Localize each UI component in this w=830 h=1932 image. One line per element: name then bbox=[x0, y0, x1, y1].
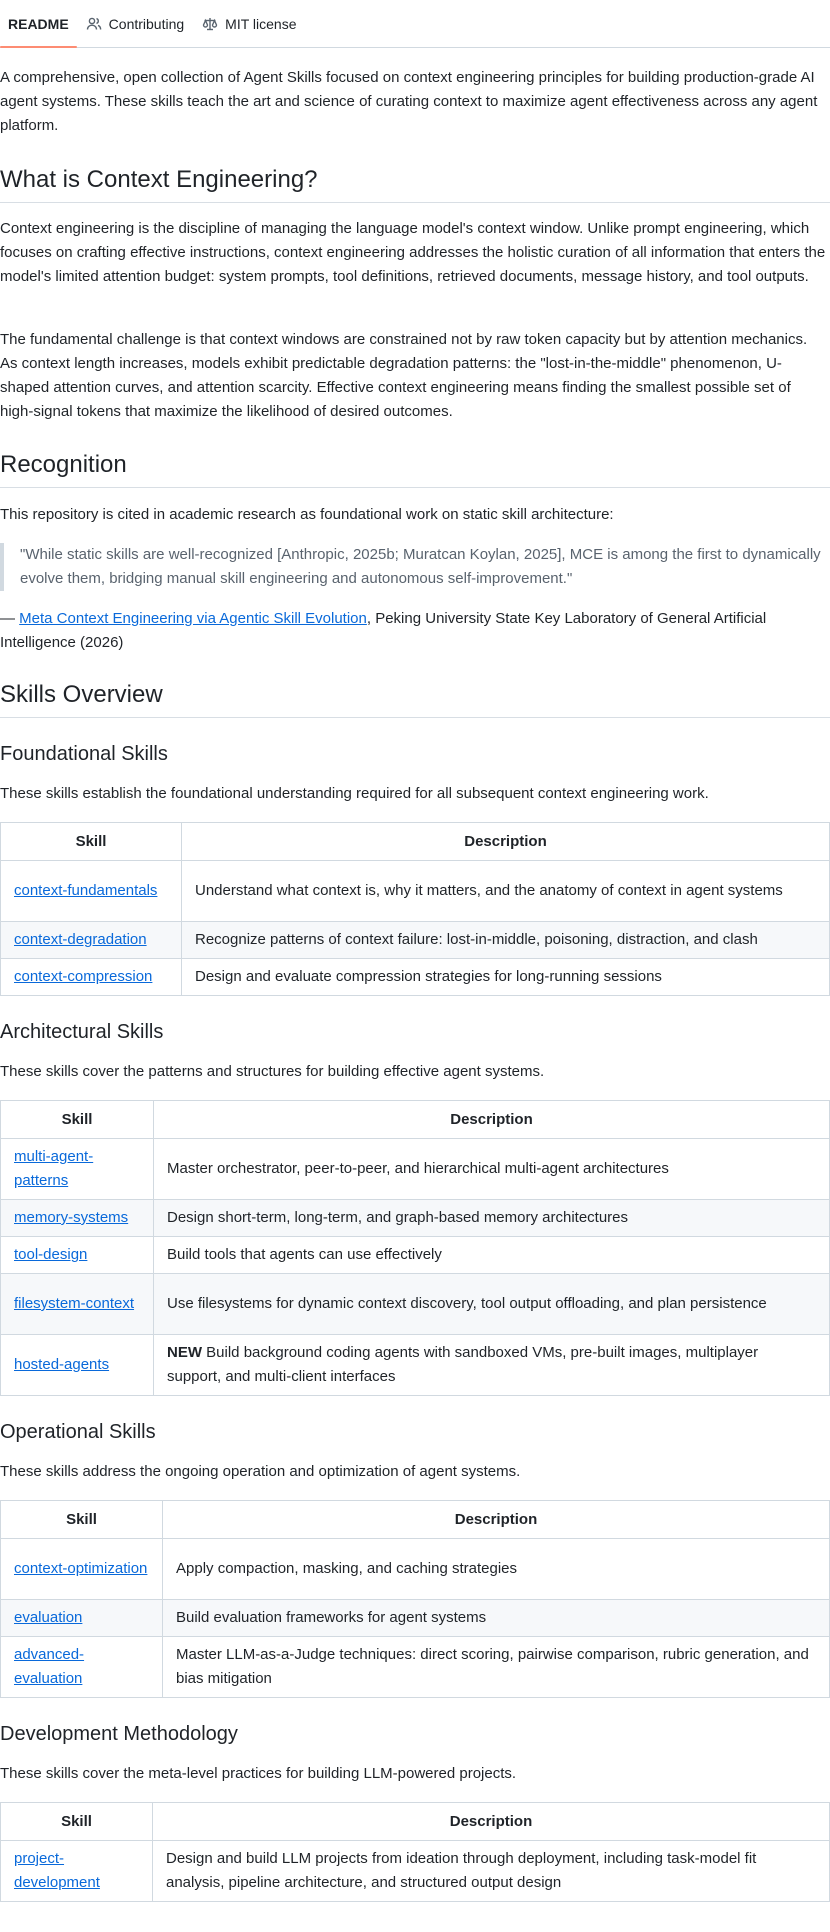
tab-license-label: MIT license bbox=[225, 15, 297, 32]
heading-development: Development Methodology bbox=[0, 1723, 238, 1745]
skill-description: Master LLM-as-a-Judge techniques: direct scoring, pairwise comparison, rubric generation, and bias mitigation bbox=[163, 1637, 830, 1698]
table-row bbox=[1, 922, 830, 959]
what-is-paragraph-1: Context engineering is the discipline of managing the language model's context window. Unlike prompt engineering, which focuses on crafting effective instructions, context engineering addresses the holistic curation of all information that enters the model's limited attention budget: system prompts, tool definitions, retrieved documents, message history, and tool outputs. bbox=[0, 220, 826, 285]
skill-description bbox=[154, 1335, 830, 1396]
law-icon bbox=[202, 16, 218, 32]
skill-link[interactable]: memory-systems bbox=[14, 1209, 129, 1226]
tab-contributing-label: Contributing bbox=[108, 15, 185, 32]
skill-link[interactable]: evaluation bbox=[14, 1609, 83, 1626]
development-intro: These skills cover the meta-level practices for building LLM-powered projects. bbox=[0, 1765, 517, 1782]
col-header-description: Description bbox=[163, 1501, 830, 1539]
skill-link[interactable]: project-development bbox=[14, 1850, 100, 1891]
heading-operational: Operational Skills bbox=[0, 1421, 156, 1443]
operational-table bbox=[0, 1500, 830, 1698]
tab-readme-label: README bbox=[8, 15, 69, 32]
skill-link[interactable]: context-optimization bbox=[14, 1560, 148, 1577]
skill-link[interactable]: context-degradation bbox=[14, 931, 147, 948]
what-is-paragraph-2: The fundamental challenge is that context windows are constrained not by raw token capacity but by attention mechanics. As context length increases, models exhibit predictable degradation patterns: the "lost-in-the-middle" phenomenon, U-shaped attention curves, and attention scarcity. Effective context engineering means finding the smallest possible set of high-signal tokens that maximize the likelihood of desired outcomes. bbox=[0, 331, 808, 420]
heading-recognition: Recognition bbox=[0, 449, 830, 488]
operational-intro: These skills address the ongoing operation and optimization of agent systems. bbox=[0, 1463, 521, 1480]
readme-tabbar bbox=[0, 0, 830, 48]
skill-description-text: Build background coding agents with sandboxed VMs, pre-built images, multiplayer support, and multi-client interfaces bbox=[167, 1344, 759, 1385]
tab-contributing[interactable] bbox=[77, 0, 194, 47]
table-row bbox=[1, 1237, 830, 1274]
skill-description: Build tools that agents can use effectively bbox=[154, 1237, 830, 1274]
recognition-paragraph: This repository is cited in academic research as foundational work on static skill architecture: bbox=[0, 506, 614, 523]
skill-link[interactable]: advanced-evaluation bbox=[14, 1646, 85, 1687]
skill-description: Design and build LLM projects from ideation through deployment, including task-model fit analysis, pipeline architecture, and structured output design bbox=[153, 1841, 830, 1902]
table-row bbox=[1, 1539, 830, 1600]
architectural-intro: These skills cover the patterns and structures for building effective agent systems. bbox=[0, 1063, 545, 1080]
people-icon bbox=[86, 16, 102, 32]
skill-description: Design short-term, long-term, and graph-based memory architectures bbox=[154, 1200, 830, 1237]
skill-description: Understand what context is, why it matters, and the anatomy of context in agent systems bbox=[182, 861, 830, 922]
table-row bbox=[1, 1335, 830, 1396]
heading-foundational: Foundational Skills bbox=[0, 743, 168, 765]
heading-skills-overview: Skills Overview bbox=[0, 679, 830, 718]
col-header-description: Description bbox=[182, 823, 830, 861]
skill-link[interactable]: context-compression bbox=[14, 968, 153, 985]
architectural-table bbox=[0, 1100, 830, 1396]
table-row bbox=[1, 1139, 830, 1200]
citation-link[interactable]: Meta Context Engineering via Agentic Skill Evolution bbox=[19, 610, 367, 627]
table-row bbox=[1, 1274, 830, 1335]
foundational-table bbox=[0, 822, 830, 996]
col-header-description: Description bbox=[154, 1101, 830, 1139]
recognition-quote: "While static skills are well-recognized [Anthropic, 2025b; Muratcan Koylan, 2025], MCE is among the first to dynamically evolve them, bridging manual skill engineering and autonomous self-improvement." bbox=[0, 543, 830, 591]
col-header-skill: Skill bbox=[1, 1803, 153, 1841]
recognition-citation bbox=[0, 607, 826, 655]
heading-architectural: Architectural Skills bbox=[0, 1021, 164, 1043]
tab-readme[interactable] bbox=[0, 0, 77, 47]
col-header-skill: Skill bbox=[1, 1501, 163, 1539]
col-header-description: Description bbox=[153, 1803, 830, 1841]
skill-link[interactable]: multi-agent-patterns bbox=[14, 1148, 94, 1189]
citation-dash: — bbox=[0, 610, 20, 627]
skill-description: Build evaluation frameworks for agent systems bbox=[163, 1600, 830, 1637]
skill-description: Master orchestrator, peer-to-peer, and hierarchical multi-agent architectures bbox=[154, 1139, 830, 1200]
development-table bbox=[0, 1802, 830, 1902]
heading-what-is: What is Context Engineering? bbox=[0, 164, 830, 203]
citation-affiliation: , Peking University State Key Laboratory of General Artificial Intelligence (2026) bbox=[0, 610, 767, 651]
skill-link[interactable]: hosted-agents bbox=[14, 1356, 110, 1373]
table-row bbox=[1, 861, 830, 922]
skill-link[interactable]: context-fundamentals bbox=[14, 882, 158, 899]
skill-description: Apply compaction, masking, and caching strategies bbox=[163, 1539, 830, 1600]
skill-description: Design and evaluate compression strategies for long-running sessions bbox=[182, 959, 830, 996]
table-row bbox=[1, 1200, 830, 1237]
skill-link[interactable]: filesystem-context bbox=[14, 1295, 135, 1312]
foundational-intro: These skills establish the foundational understanding required for all subsequent context engineering work. bbox=[0, 785, 709, 802]
new-badge: NEW bbox=[167, 1344, 202, 1361]
skill-link[interactable]: tool-design bbox=[14, 1246, 88, 1263]
table-row bbox=[1, 959, 830, 996]
table-row bbox=[1, 1600, 830, 1637]
skill-description: Recognize patterns of context failure: lost-in-middle, poisoning, distraction, and clash bbox=[182, 922, 830, 959]
table-row bbox=[1, 1841, 830, 1902]
intro-paragraph: A comprehensive, open collection of Agent Skills focused on context engineering principles for building production-grade AI agent systems. These skills teach the art and science of curating context to maximize agent effectiveness across any agent platform. bbox=[0, 69, 818, 134]
skill-description: Use filesystems for dynamic context discovery, tool output offloading, and plan persistence bbox=[154, 1274, 830, 1335]
col-header-skill: Skill bbox=[1, 823, 182, 861]
tab-license[interactable] bbox=[193, 0, 305, 47]
table-row bbox=[1, 1637, 830, 1698]
col-header-skill: Skill bbox=[1, 1101, 154, 1139]
